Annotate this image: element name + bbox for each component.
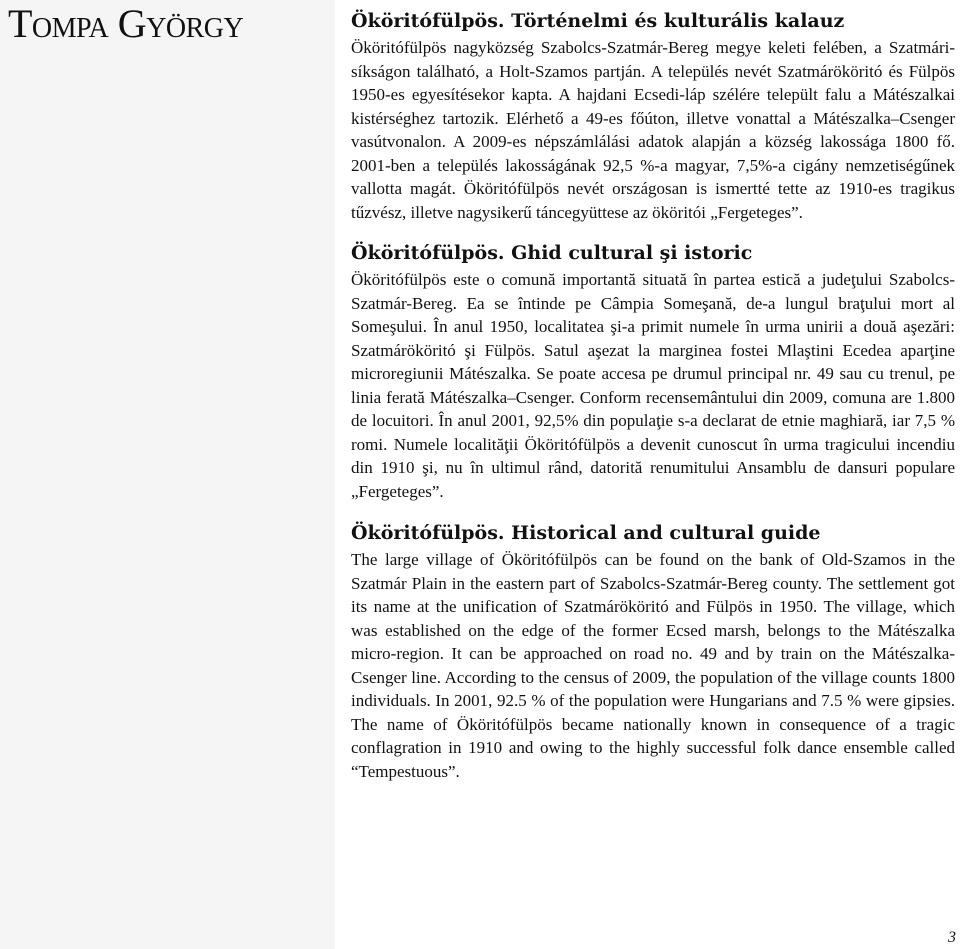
page-number: 3 bbox=[948, 929, 956, 946]
section-title-english: Ököritófülpös. Historical and cultural guide bbox=[351, 522, 821, 544]
section-body-english: The large village of Ököritófülpös can be found on the bank of Old-Szamos in the Szatmár Plain in the eastern part of Szabolcs-Szatmár-Bereg county. The settlement got its name at the unification of Szatmárököritó and Fülpös in 1950. The village, which was established on the edge of the former Ecsed marsh, belongs to the Mátészalka micro-region. It can be approached on road no. 49 and by train on the Mátészalka-Csenger line. According to the census of 2009, the population of the village counts 1800 individuals. In 2001, 92.5 % of the population were Hungarians and 7.5 % were gipsies. The name of Ököritófülpös became nationally known in consequence of a tragic conflagration in 1910 and owing to the highly successful folk dance ensemble called “Tempestuous”. bbox=[351, 550, 955, 781]
section-title-romanian: Ököritófülpös. Ghid cultural şi istoric bbox=[351, 242, 753, 264]
section-english bbox=[351, 520, 955, 783]
author-name: Tompa György bbox=[8, 1, 244, 46]
section-title-hungarian: Ököritófülpös. Történelmi és kulturális kalauz bbox=[351, 10, 845, 32]
section-romanian bbox=[351, 240, 955, 503]
section-hungarian bbox=[351, 8, 955, 224]
left-margin-panel bbox=[0, 0, 335, 949]
page-content bbox=[351, 8, 955, 783]
section-body-romanian: Ököritófülpös este o comună importantă situată în partea estică a judeţului Szabolcs-Szatmár-Bereg. Ea se întinde pe Câmpia Someşană, de-a lungul braţului mort al Someşului. În anul 1950, localitatea şi-a primit numele în urma unirii a două aşezări: Szatmárököritó şi Fülpös. Satul aşezat la marginea fostei Mlaştini Ecedea aparţine microregiunii Mátészalka. Se poate accesa pe drumul principal nr. 49 sau cu trenul, pe linia ferată Mátészalka–Csenger. Conform recensemântului din 2009, comuna are 1.800 de locuitori. În anul 2001, 92,5% din populaţie s-a declarat de etnie maghiară, iar 7,5 % romi. Numele localităţii Ököritófülpös a devenit cunoscut în urma tragicului incendiu din 1910 şi, nu în ultimul rând, datorită renumitului Ansamblu de dansuri populare „Fergeteges”. bbox=[351, 270, 955, 501]
section-body-hungarian: Ököritófülpös nagyközség Szabolcs-Szatmár-Bereg megye keleti felében, a Szatmári-síkságon található, a Holt-Szamos partján. A település nevét Szatmárököritó és Fülpös 1950-es egyesítésekor kapta. A hajdani Ecsedi-láp szélére települt falu a Mátészalkai kistérséghez tartozik. Elérhető a 49-es főúton, illetve vonattal a Mátészalka–Csenger vasútvonalon. A 2009-es népszámlálási adatok alapján a község lakossága 1800 fő. 2001-ben a település lakosságának 92,5 %-a magyar, 7,5%-a cigány nemzetiségűnek vallotta magát. Ököritófülpös nevét országosan is ismertté tette az 1910-es tragikus tűzvész, illetve nagysikerű táncegyüttese az ököritói „Fergeteges”. bbox=[351, 38, 955, 222]
